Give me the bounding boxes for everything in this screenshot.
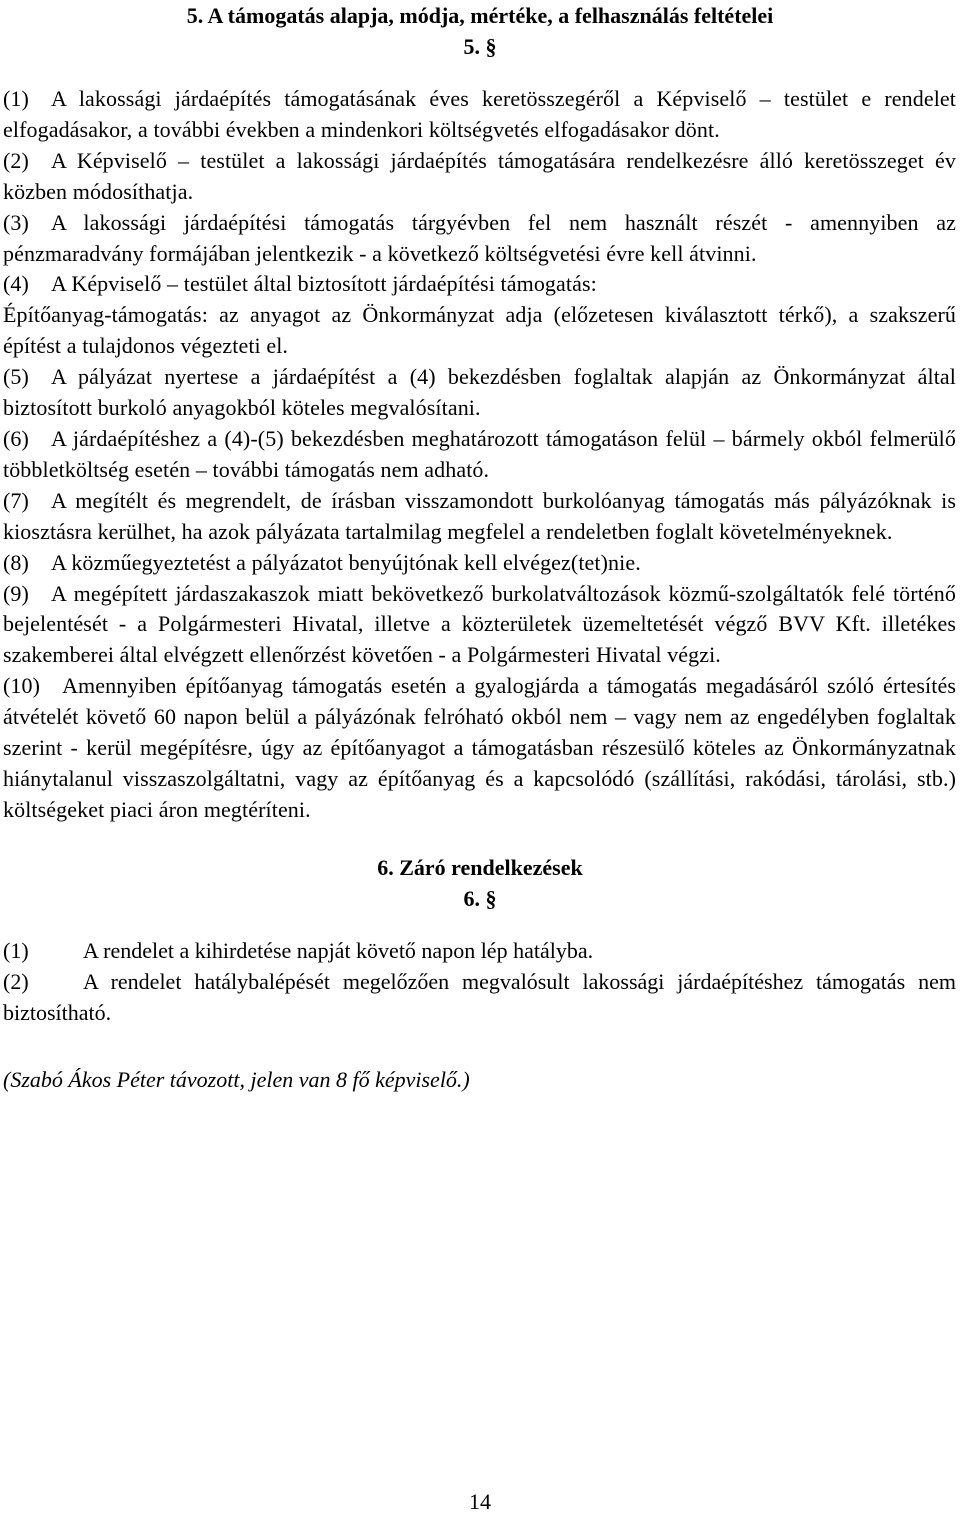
paragraph-number: (9) xyxy=(3,580,29,606)
paragraph-6-1 xyxy=(0,936,960,967)
paragraph-number: (6) xyxy=(3,425,29,451)
paragraph-text: A járdaépítéshez a (4)-(5) bekezdésben meghatározott támogatáson felül – bármely okból felmerülő többletköltség esetén – további támogatás nem adható. xyxy=(3,425,956,482)
paragraph-text: A megépített járdaszakaszok miatt bekövetkező burkolatváltozások közmű-szolgáltatók felé történő bejelentését - a Polgármesteri Hivatal, illetve a közterületek üzemeltetését végző BVV Kft. illetékes szakemberei által elvégzett ellenőrzést követően - a Polgármesteri Hivatal végzi. xyxy=(3,580,956,668)
section-5-paragraphs xyxy=(0,84,960,826)
paragraph-5-8 xyxy=(0,548,960,579)
paragraph-text: A lakossági járdaépítési támogatás tárgyévben fel nem használt részét - amennyiben az pénzmaradvány formájában jelentkezik - a következő költségvetési évre kell átvinni. xyxy=(3,209,956,266)
paragraph-number: (3) xyxy=(3,209,29,235)
paragraph-text: A Képviselő – testület által biztosított járdaépítési támogatás: xyxy=(50,271,597,297)
page-number: 14 xyxy=(469,1489,491,1514)
paragraph-text: A megítélt és megrendelt, de írásban visszamondott burkolóanyag támogatás más pályázóknak is kiosztásra kerülhet, ha azok pályázata tartalmilag megfelel a rendeletben foglalt követelményeknek. xyxy=(3,487,956,544)
paragraph-5-3 xyxy=(0,208,960,270)
paragraph-number: (2) xyxy=(3,147,29,173)
paragraph-6-2 xyxy=(0,967,960,1029)
paragraph-5-4-detail xyxy=(0,300,960,362)
section-5-paragraph-mark: 5. § xyxy=(463,34,497,59)
paragraph-number: (8) xyxy=(3,549,29,575)
paragraph-5-10 xyxy=(0,671,960,826)
paragraph-5-5 xyxy=(0,362,960,424)
paragraph-5-7 xyxy=(0,486,960,548)
paragraph-text: A pályázat nyertese a járdaépítést a (4) bekezdésben foglaltak alapján az Önkormányzat által biztosított burkoló anyagokból köteles megvalósítani. xyxy=(3,364,956,421)
section-6-paragraph-mark: 6. § xyxy=(463,885,497,911)
paragraph-number: (4) xyxy=(3,271,29,297)
paragraph-5-2 xyxy=(0,146,960,208)
paragraph-text: A rendelet a kihirdetése napját követő napon lép hatályba. xyxy=(83,937,594,963)
paragraph-number: (5) xyxy=(3,364,29,390)
section-5-title: 5. A támogatás alapja, módja, mértéke, a felhasználás feltételei xyxy=(186,3,774,28)
paragraph-text: A lakossági járdaépítés támogatásának éves keretösszegéről a Képviselő – testület e rendelet elfogadásakor, a további években a mindenkori költségvetés elfogadásakor dönt. xyxy=(3,86,956,142)
paragraph-5-1 xyxy=(0,84,960,146)
paragraph-text: A közműegyeztetést a pályázatot benyújtónak kell elvégez(tet)nie. xyxy=(50,549,641,575)
paragraph-number: (2) xyxy=(3,968,29,994)
paragraph-number: (10) xyxy=(3,673,41,699)
paragraph-number: (1) xyxy=(3,937,29,963)
section-6 xyxy=(0,852,960,1029)
paragraph-number: (1) xyxy=(3,86,29,111)
paragraph-text: A rendelet hatálybalépését megelőzően megvalósult lakossági járdaépítéshez támogatás nem biztosítható. xyxy=(3,968,956,1025)
paragraph-text: Amennyiben építőanyag támogatás esetén a gyalogjárda a támogatás megadásáról szóló értesítés átvételét követő 60 napon belül a pályázónak felróható okból nem – vagy nem az engedélyben foglaltak szerint - kerül megépítésre, úgy az építőanyagot a támogatásban részesülő köteles az Önkormányzatnak hiánytalanul visszaszolgáltatni, vagy az építőanyag és a kapcsolódó (szállítási, rakódási, tárolási, stb.) költségeket piaci áron megtéríteni. xyxy=(3,673,956,822)
paragraph-5-9 xyxy=(0,579,960,672)
paragraph-number: (7) xyxy=(3,487,29,513)
section-6-title: 6. Záró rendelkezések xyxy=(377,854,583,880)
paragraph-text: Építőanyag-támogatás: az anyagot az Önkormányzat adja (előzetesen kiválasztott térkő), a szakszerű építést a tulajdonos végezteti el. xyxy=(3,302,956,359)
paragraph-text: A Képviselő – testület a lakossági járdaépítés támogatására rendelkezésre álló keretösszeget év közben módosíthatja. xyxy=(3,147,956,204)
attendance-note: (Szabó Ákos Péter távozott, jelen van 8 fő képviselő.) xyxy=(3,1067,470,1093)
section-6-paragraphs xyxy=(0,936,960,1029)
paragraph-5-4 xyxy=(0,269,960,300)
paragraph-5-6 xyxy=(0,424,960,486)
